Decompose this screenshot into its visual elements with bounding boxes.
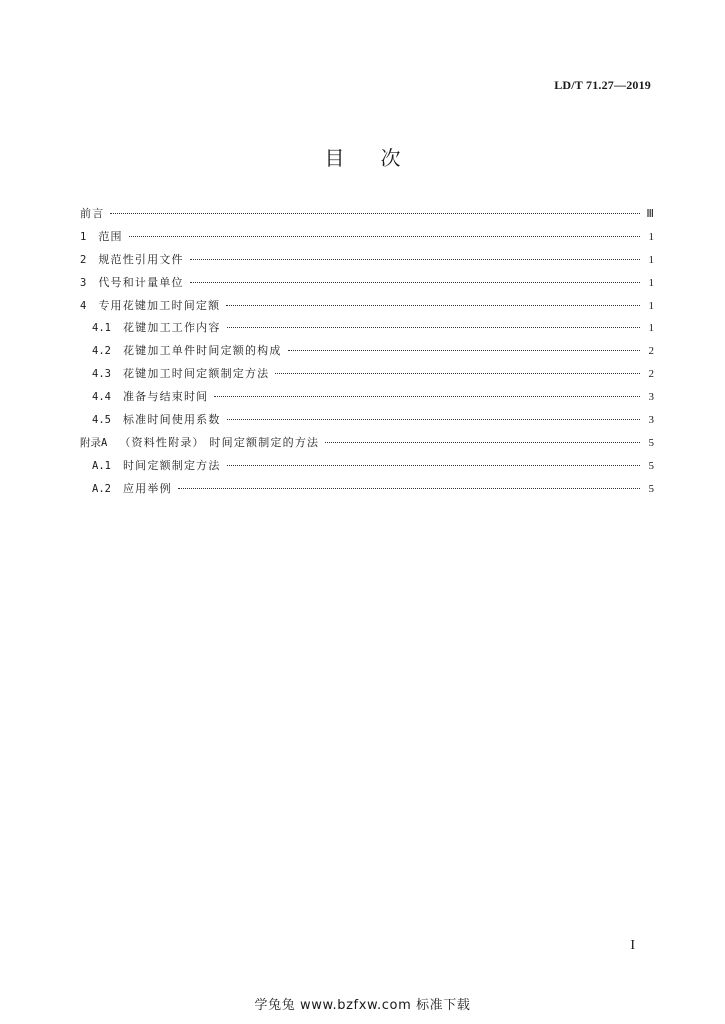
toc-entry-title: 花键加工工作内容 xyxy=(122,321,221,335)
toc-entry[interactable] xyxy=(80,340,654,363)
toc-entry[interactable] xyxy=(80,409,654,432)
toc-entry-title: 应用举例 xyxy=(122,481,172,495)
toc-entry-number: 4.5 xyxy=(92,414,111,427)
toc-entry[interactable] xyxy=(80,478,654,501)
toc-entry-title: 代号和计量单位 xyxy=(98,275,184,289)
table-of-contents xyxy=(80,203,654,501)
toc-entry-title: （资料性附录） 时间定额制定的方法 xyxy=(119,435,320,449)
toc-entry[interactable] xyxy=(80,203,654,226)
toc-entry[interactable] xyxy=(80,363,654,386)
toc-entry-title: 花键加工单件时间定额的构成 xyxy=(122,344,282,358)
toc-dot-leader xyxy=(227,465,640,466)
toc-entry-number: A.1 xyxy=(92,459,111,472)
toc-dot-leader xyxy=(178,488,640,489)
toc-dot-leader xyxy=(110,213,640,214)
toc-entry[interactable] xyxy=(80,455,654,478)
toc-dot-leader xyxy=(227,419,640,420)
toc-entry-number: 4.4 xyxy=(92,391,111,404)
toc-dot-leader xyxy=(325,442,640,443)
toc-dot-leader xyxy=(214,396,640,397)
toc-entry-number: 4.2 xyxy=(92,345,111,358)
toc-entry-title: 准备与结束时间 xyxy=(122,390,209,404)
toc-entry-title: 时间定额制定方法 xyxy=(122,458,221,472)
toc-entry-page: 2 xyxy=(648,345,654,358)
toc-entry-page: 3 xyxy=(648,414,654,427)
page-number: I xyxy=(630,938,635,953)
standard-number: LD/T 71.27—2019 xyxy=(554,78,651,92)
toc-dot-leader xyxy=(288,350,640,351)
toc-entry-number: 3 xyxy=(80,276,87,289)
toc-entry-page: 1 xyxy=(648,322,654,335)
toc-dot-leader xyxy=(190,259,640,260)
toc-dot-leader xyxy=(129,236,640,237)
toc-entry-number: 4.3 xyxy=(92,368,111,381)
toc-entry[interactable] xyxy=(80,249,654,272)
toc-entry-title: 范围 xyxy=(98,229,123,243)
footer-watermark: 学兔兔 www.bzfxw.com 标准下载 xyxy=(254,998,471,1013)
toc-entry-title: 花键加工时间定额制定方法 xyxy=(122,367,270,381)
toc-entry-page: 5 xyxy=(648,436,654,449)
toc-entry-page: 1 xyxy=(648,299,654,312)
toc-title: 目次 xyxy=(324,146,437,170)
toc-entry-title: 规范性引用文件 xyxy=(98,252,184,266)
toc-entry[interactable] xyxy=(80,295,654,318)
toc-entry-page: 1 xyxy=(648,230,654,243)
toc-entry[interactable] xyxy=(80,272,654,295)
toc-entry-page: 2 xyxy=(648,368,654,381)
toc-entry-title: 专用花键加工时间定额 xyxy=(98,298,221,312)
toc-entry[interactable] xyxy=(80,386,654,409)
toc-dot-leader xyxy=(227,327,640,328)
toc-entry-title: 前言 xyxy=(80,207,105,220)
toc-entry-page: 1 xyxy=(648,253,654,266)
toc-dot-leader xyxy=(275,373,640,374)
toc-entry[interactable] xyxy=(80,432,654,455)
toc-dot-leader xyxy=(226,305,640,306)
toc-entry-number: 4 xyxy=(80,299,87,312)
toc-dot-leader xyxy=(190,282,640,283)
toc-entry-number: 2 xyxy=(80,253,87,266)
toc-entry-page: 1 xyxy=(648,276,654,289)
toc-entry-page: Ⅲ xyxy=(646,208,654,220)
toc-entry-number: 1 xyxy=(80,230,87,243)
toc-entry-number: 附录A xyxy=(80,436,108,449)
toc-entry-page: 5 xyxy=(648,459,654,472)
toc-entry-number: 4.1 xyxy=(92,322,111,335)
toc-entry-title: 标准时间使用系数 xyxy=(122,413,221,427)
toc-entry-number: A.2 xyxy=(92,482,111,495)
toc-entry[interactable] xyxy=(80,317,654,340)
toc-entry[interactable] xyxy=(80,226,654,249)
toc-entry-page: 5 xyxy=(648,482,654,495)
toc-entry-page: 3 xyxy=(648,391,654,404)
